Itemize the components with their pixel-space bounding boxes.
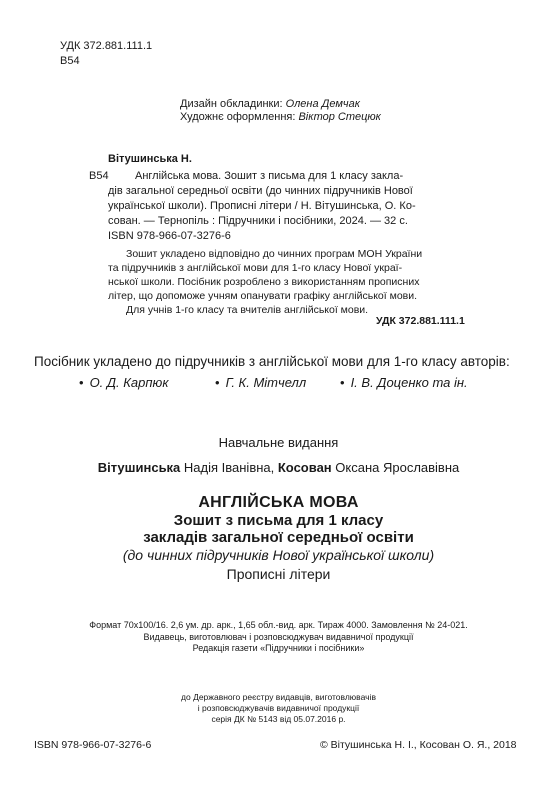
catalog-author-heading: Вітушинська Н. — [108, 153, 192, 165]
annotation-line: та підручників з англійської мови для 1-го класу Нової украї- — [108, 262, 403, 274]
book-subtitle: (до чинних підручників Нової української школи) — [122, 547, 435, 563]
annotation-line: Для учнів 1-го класу та вчителів англійської мови. — [126, 304, 369, 316]
authors-note: Посібник укладено до підручників з англійської мови для 1-го класу авторів: — [34, 354, 510, 369]
udk-top: УДК 372.881.111.1 — [60, 40, 153, 52]
footer-isbn: ISBN 978-966-07-3276-6 — [34, 739, 152, 751]
cover-credit-name: Олена Демчак — [285, 98, 360, 110]
full-authors — [0, 460, 557, 475]
art-credit — [180, 111, 381, 123]
edition-type: Навчальне видання — [218, 435, 339, 450]
imprint-line: Формат 70x100/16. 2,6 ум. др. арк., 1,65 обл.-вид. арк. Тираж 4000. Замовлення № 24-021. — [89, 620, 468, 630]
book-subtitle: закладів загальної середньої освіти — [143, 529, 414, 546]
annotation-line: літер, що допоможе учням опанувати графіку англійської мови. — [108, 290, 418, 302]
register-line: і розповсюджувачів видавничої продукції — [197, 703, 360, 713]
author-surname: Косован — [277, 460, 332, 475]
cover-credit-label: Дизайн обкладинки: — [180, 98, 286, 110]
author-surname: Вітушинська — [97, 460, 181, 475]
catalog-udk: УДК 372.881.111.1 — [376, 315, 465, 327]
annotation-line: Зошит укладено відповідно до чинних програм МОН України — [126, 248, 423, 260]
imprint-line: Видавець, виготовлювач і розповсюджувач видавничої продукції — [143, 632, 414, 642]
book-subtitle: Прописні літери — [226, 566, 331, 582]
catalog-code: В54 — [89, 170, 109, 182]
author-item — [79, 375, 168, 390]
catalog-entry-line: сован. — Тернопіль : Підручники і посібники, 2024. — 32 с. — [108, 215, 408, 227]
catalog-isbn: ISBN 978-966-07-3276-6 — [108, 230, 231, 242]
bullet-icon: • — [79, 375, 84, 390]
art-credit-label: Художнє оформлення: — [180, 111, 299, 123]
book-title: АНГЛІЙСЬКА МОВА — [198, 494, 359, 511]
bullet-icon: • — [340, 375, 345, 390]
author-name: Г. К. Мітчелл — [225, 375, 307, 390]
catalog-entry-line: дів загальної середньої освіти (до чинних підручників Нової — [108, 185, 413, 197]
register-line: серія ДК № 5143 від 05.07.2016 р. — [211, 714, 346, 724]
annotation-line: нської школи. Посібник розроблено з використанням прописних — [108, 276, 420, 288]
author-name: І. В. Доценко та ін. — [350, 375, 468, 390]
cover-credit — [180, 98, 360, 110]
imprint-line: Редакція газети «Підручники і посібники» — [192, 643, 365, 653]
art-credit-name: Віктор Стецюк — [298, 111, 381, 123]
book-subtitle: Зошит з письма для 1 класу — [173, 512, 384, 529]
register-line: до Державного реєстру видавців, виготовлювачів — [181, 692, 376, 702]
author-item — [215, 375, 306, 390]
author-name: О. Д. Карпюк — [89, 375, 169, 390]
catalog-entry-line: Англійська мова. Зошит з письма для 1 класу закла- — [135, 170, 404, 182]
catalog-entry-line: української школи). Прописні літери / Н. Вітушинська, О. Ко- — [108, 200, 416, 212]
author-given-names: Оксана Ярославівна — [331, 460, 460, 475]
catalog-code-top: В54 — [60, 55, 80, 67]
author-given-names: Надія Іванівна, — [180, 460, 278, 475]
footer-copyright: © Вітушинська Н. І., Косован О. Я., 2018 — [320, 739, 517, 751]
bullet-icon: • — [215, 375, 220, 390]
author-item — [340, 375, 468, 390]
